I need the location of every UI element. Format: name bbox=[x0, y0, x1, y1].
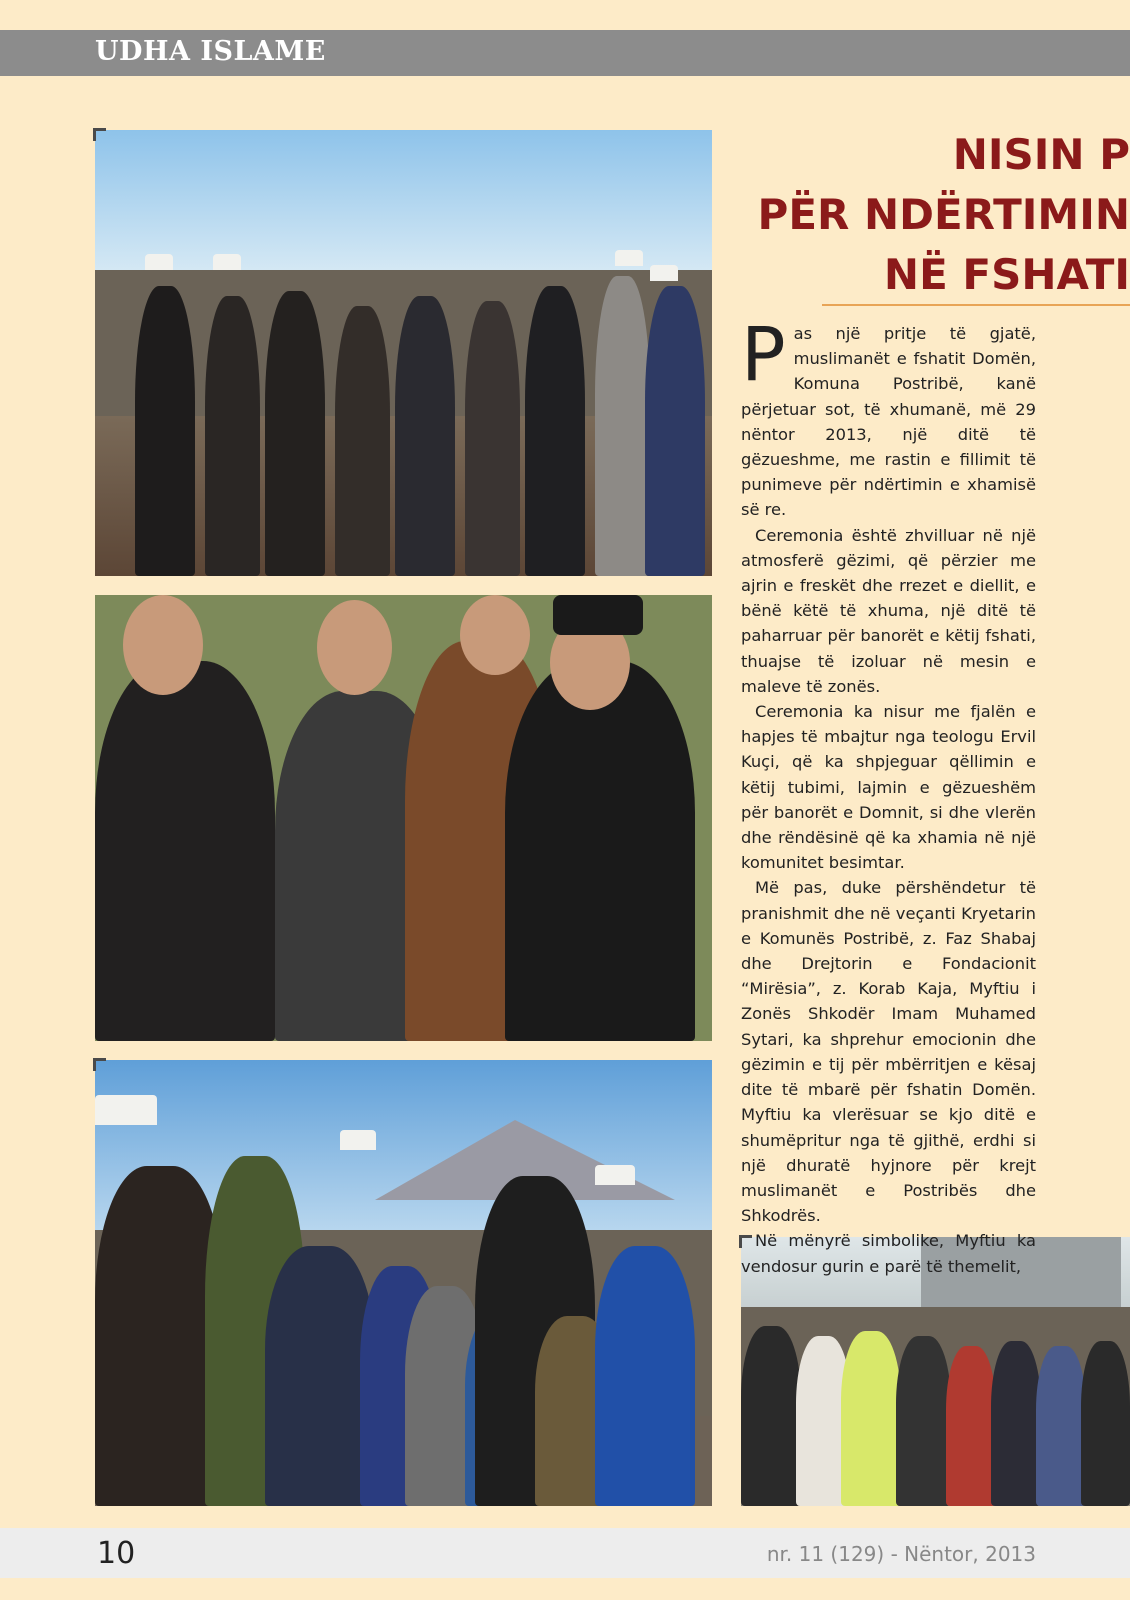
drop-cap: P bbox=[741, 312, 786, 398]
photo-ceremony-crowd bbox=[95, 130, 712, 576]
article-title-line-1: NISIN P bbox=[952, 130, 1130, 179]
first-paragraph-text: as një pritje të gjatë, muslimanët e fshatit Domën, Komuna Postribë, kanë përjetuar sot, të xhumanë, më 29 nëntor 2013, një ditë të gëzueshme, me rastin e fillimit të punimeve për ndërtimin e xhamisë së re. bbox=[741, 324, 1036, 520]
photo-corner-ornament bbox=[93, 1058, 106, 1071]
photo-corner-ornament bbox=[93, 128, 106, 141]
article-paragraph: Në mënyrë simbolike, Myftiu ka vendosur gurin e parë të themelit, bbox=[741, 1231, 1036, 1276]
article-paragraph bbox=[741, 312, 1036, 523]
article-paragraph: Ceremonia ka nisur me fjalën e hapjes të mbajtur nga teologu Ervil Kuçi, që ka shpjeguar qëllimin e këtij tubimi, lajmin e gëzueshëm për banorët e Domnit, si dhe vlerën dhe rëndësinë që ka xhamia në një komunitet besimtar. bbox=[741, 702, 1036, 873]
magazine-title: UDHA ISLAME bbox=[95, 36, 326, 67]
article-paragraph: Më pas, duke përshëndetur të pranishmit dhe në veçanti Kryetarin e Komunës Postribë, z. Faz Shabaj dhe Drejtorin e Fondacionit “Mirësia”, z. Korab Kaja, Myftiu i Zonës Shkodër Imam Muhamed Sytari, ka shprehur emocionin dhe gëzimin e tij për mbërritjen e kësaj dite të mbarë për fshatin Domën. Myftiu ka vlerësuar se kjo ditë e shumëpritur nga të gjithë, erdhi si një dhuratë hyjnore për krejt muslimanët e Postribës dhe Shkodrës. bbox=[741, 878, 1036, 1226]
article-title-line-2: PËR NDËRTIMIN bbox=[757, 190, 1130, 239]
page-number: 10 bbox=[97, 1536, 136, 1571]
photo-children-group bbox=[95, 1060, 712, 1506]
article-paragraph: Ceremonia është zhvilluar në një atmosferë gëzimi, që përzier me ajrin e freskët dhe rrezet e diellit, e bënë këtë të xhuma, një ditë të paharruar për banorët e këtij fshati, thuajse të izoluar në mesin e maleve të zonës. bbox=[741, 525, 1036, 696]
title-divider bbox=[822, 304, 1130, 306]
issue-info: nr. 11 (129) - Nëntor, 2013 bbox=[766, 1542, 1036, 1566]
article-title-line-3: NË FSHATI bbox=[883, 250, 1130, 299]
photo-handshake bbox=[95, 595, 712, 1041]
article-body bbox=[741, 312, 1036, 1279]
